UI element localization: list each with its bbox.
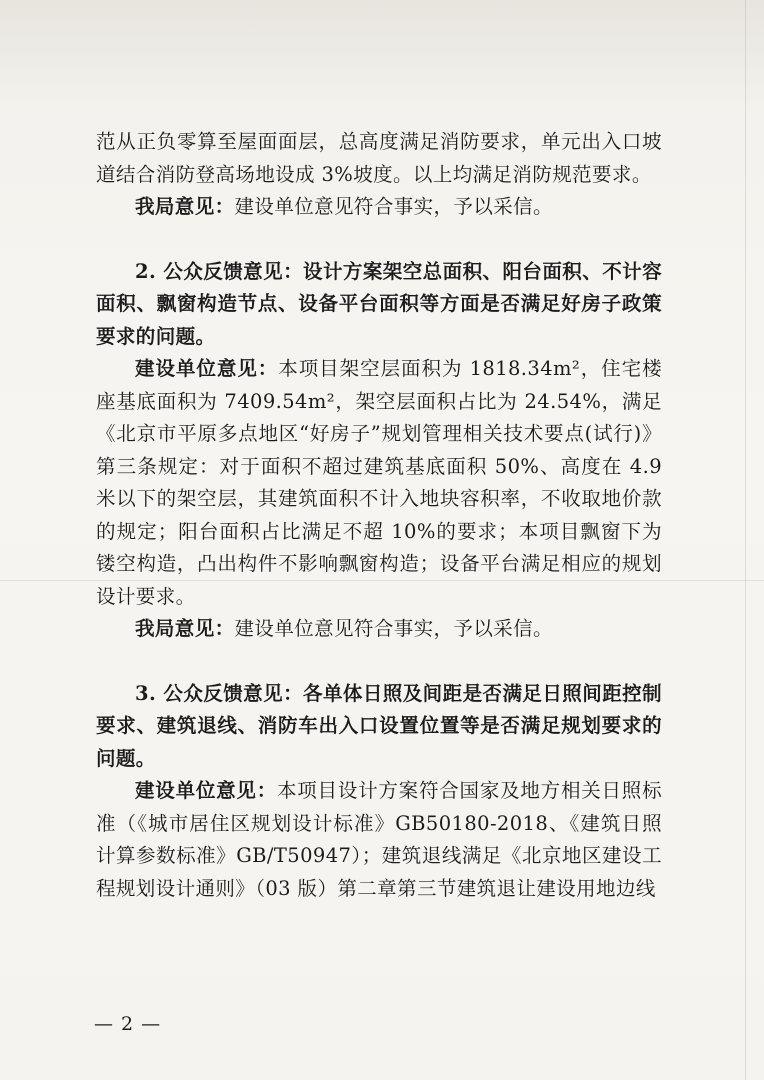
continuation-paragraph: 范从正负零算至屋面面层，总高度满足消防要求，单元出入口坡道结合消防登高场地设成 3%坡度。以上均满足消防规范要求。 — [96, 130, 662, 186]
unit-opinion-text: 本项目架空层面积为 1818.34m²，住宅楼座基底面积为 7409.54m²，架空层面积占比为 24.54%，满足《北京市平原多点地区“好房子”规划管理相关技术要点(试行)》第三条规定：对于面积不超过建筑基底面积 50%、高度在 4.9 米以下的架空层，其建筑面积不计入地块容积率，不收取地价款的规定；阳台面积占比满足不超 10%的要求；本项目飘窗下为镂空构造，凸出构件不影响飘窗构造；设备平台满足相应的规划设计要求。 — [96, 357, 662, 608]
item3-unit-opinion — [96, 775, 662, 905]
item2-bureau-opinion — [96, 613, 662, 646]
unit-opinion-label: 建设单位意见： — [135, 357, 279, 380]
document-body — [96, 126, 662, 905]
bureau-opinion-label: 我局意见： — [135, 195, 235, 218]
unit-opinion-label: 建设单位意见： — [135, 779, 277, 802]
bureau-opinion-label: 我局意见： — [135, 617, 235, 640]
item2-unit-opinion — [96, 353, 662, 613]
bureau-opinion-text: 建设单位意见符合事实，予以采信。 — [234, 617, 553, 640]
unit-opinion-text: 本项目设计方案符合国家及地方相关日照标准（《城市居住区规划设计标准》GB50180-2018、《建筑日照计算参数标准》GB/T50947）；建筑退线满足《北京地区建设工程规划设计通则》（03 版）第二章第三节建筑退让建设用地边线 — [96, 779, 662, 900]
paper-edge — [745, 0, 746, 1080]
item3-public-feedback: 3. 公众反馈意见：各单体日照及间距是否满足日照间距控制要求、建筑退线、消防车出入口设置位置等是否满足规划要求的问题。 — [96, 681, 662, 770]
scan-shadow — [0, 0, 764, 110]
item1-bureau-opinion — [96, 191, 662, 224]
item2-public-feedback: 2. 公众反馈意见：设计方案架空总面积、阳台面积、不计容面积、飘窗构造节点、设备平台面积等方面是否满足好房子政策要求的问题。 — [96, 259, 662, 348]
page-number: — 2 — — [94, 1013, 162, 1035]
bureau-opinion-text: 建设单位意见符合事实，予以采信。 — [234, 195, 553, 218]
